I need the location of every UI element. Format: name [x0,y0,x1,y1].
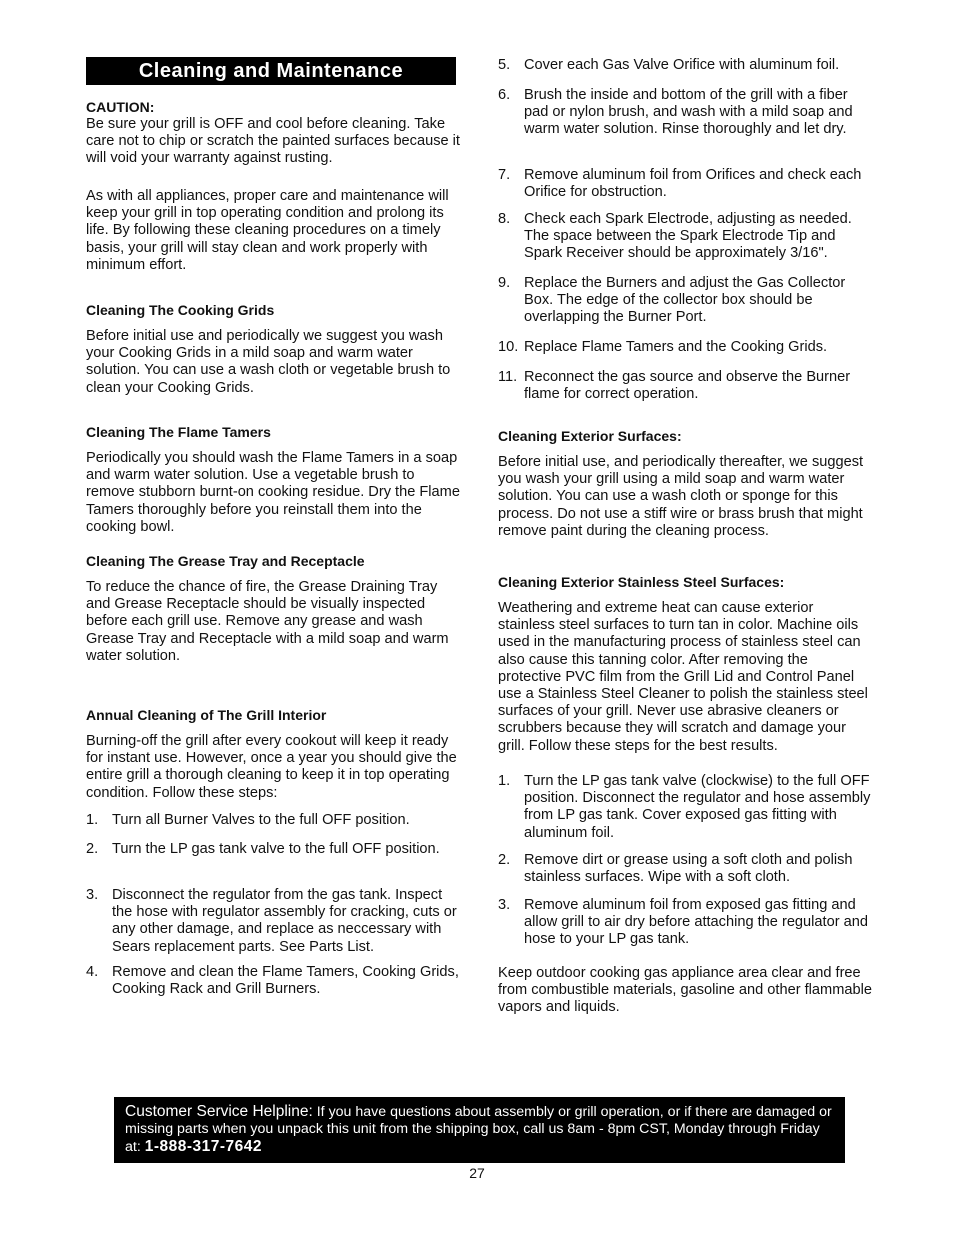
section-heading-grids: Cleaning The Cooking Grids [86,302,275,318]
section-text-grids: Before initial use and periodically we suggest you wash your Cooking Grids in a mild soap and warm water solution. You can use a wash cloth or vegetable brush to clean your Cooking Grids. [86,328,451,396]
section-heading-exterior: Cleaning Exterior Surfaces: [498,428,682,444]
helpline-label: Customer Service Helpline: [125,1103,313,1120]
helpline-text: If you have questions about assembly or grill operation, or if there are damaged or missing parts when you unpack this unit from the shipping box, call us 8am - 8pm CST, Monday through Friday at: [125,1104,832,1155]
page-title: Cleaning and Maintenance [86,57,456,85]
section-heading-stainless: Cleaning Exterior Stainless Steel Surfaces: [498,574,785,590]
section-heading-grease: Cleaning The Grease Tray and Receptacle [86,553,365,569]
helpline-phone: 1-888-317-7642 [144,1138,263,1155]
page-number: 27 [469,1165,485,1181]
safety-warning-text: Keep outdoor cooking gas appliance area clear and free from combustible materials, gasoline and other flammable vapors and liquids. [498,965,872,1016]
section-text-grease: To reduce the chance of fire, the Grease Draining Tray and Grease Receptacle should be visually inspected before each grill use. Remove any grease and wash Grease Tray and Receptacle with a mild soap and warm water solution. [86,579,449,664]
section-heading-annual: Annual Cleaning of The Grill Interior [86,707,327,723]
section-text-exterior: Before initial use, and periodically thereafter, we suggest you wash your grill using a mild soap and warm water solution. You can use a wash cloth or sponge for this process. Do not use a stiff wire or brass brush that might remove paint during the cleaning process. [498,454,864,539]
caution-text: Be sure your grill is OFF and cool before cleaning. Take care not to chip or scratch the painted surfaces because it will void your warranty against rusting. [86,116,460,167]
section-text-annual: Burning-off the grill after every cookout will keep it ready for instant use. However, once a year you should give the entire grill a thorough cleaning to keep it in top operating condition. Follow these steps: [86,733,457,801]
section-heading-tamers: Cleaning The Flame Tamers [86,424,271,440]
customer-service-helpline-box [114,1097,845,1163]
caution-label: CAUTION: [86,99,155,115]
section-text-stainless: Weathering and extreme heat can cause exterior stainless steel surfaces to turn tan in color. Machine oils used in the manufacturing process of stainless steel can also cause this tanning color. After removing the protective PVC film from the Grill Lid and Control Panel use a Stainless Steel Cleaner to polish the stainless steel surfaces of your grill. Never use abrasive cleaners or scrubbers because they will scratch and damage your grill. Follow these steps for the best results. [498,600,868,754]
section-text-tamers: Periodically you should wash the Flame Tamers in a soap and warm water solution. Use a vegetable brush to remove stubborn burnt-on cooking residue. Dry the Flame Tamers thoroughly before you reinstall them into the cooking bowl. [86,450,460,535]
intro-text: As with all appliances, proper care and maintenance will keep your grill in top operating condition and prolong its life. By following these cleaning procedures on a timely basis, your grill will stay clean and work properly with minimum effort. [86,188,449,273]
